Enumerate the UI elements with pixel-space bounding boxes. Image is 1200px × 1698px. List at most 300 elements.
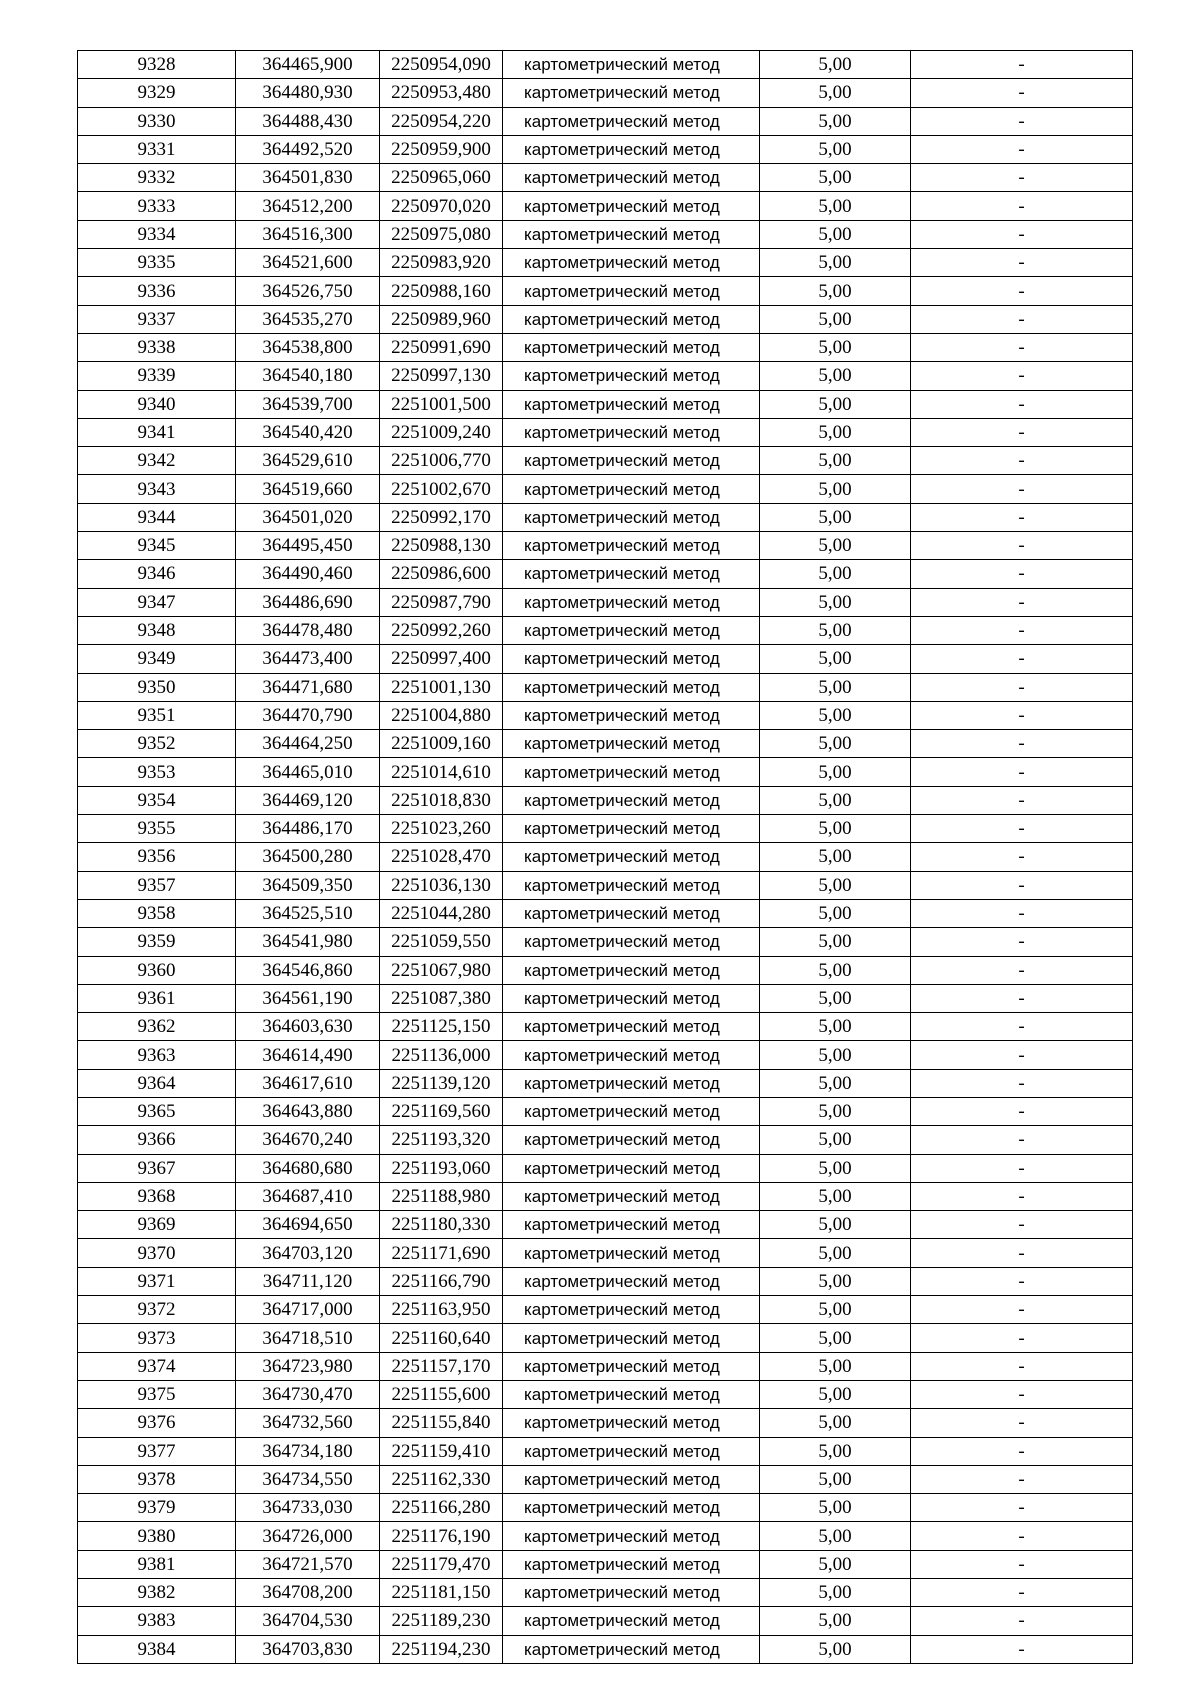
x-coordinate-cell: 364546,860 <box>236 956 380 984</box>
method-cell: картометрический метод <box>503 786 760 814</box>
description-cell: - <box>911 418 1133 446</box>
method-cell: картометрический метод <box>503 79 760 107</box>
x-coordinate-cell: 364603,630 <box>236 1013 380 1041</box>
y-coordinate-cell: 2251176,190 <box>380 1522 503 1550</box>
table-row <box>78 1380 1133 1408</box>
x-coordinate-cell: 364500,280 <box>236 843 380 871</box>
description-cell: - <box>911 616 1133 644</box>
x-coordinate-cell: 364526,750 <box>236 277 380 305</box>
x-coordinate-cell: 364519,660 <box>236 475 380 503</box>
coordinates-table-body <box>78 51 1133 1664</box>
description-cell: - <box>911 1069 1133 1097</box>
point-number-cell: 9335 <box>78 249 236 277</box>
y-coordinate-cell: 2250997,400 <box>380 645 503 673</box>
table-row <box>78 616 1133 644</box>
point-number-cell: 9370 <box>78 1239 236 1267</box>
y-coordinate-cell: 2251044,280 <box>380 899 503 927</box>
y-coordinate-cell: 2251193,320 <box>380 1126 503 1154</box>
table-row <box>78 899 1133 927</box>
description-cell: - <box>911 956 1133 984</box>
method-cell: картометрический метод <box>503 362 760 390</box>
y-coordinate-cell: 2251155,840 <box>380 1409 503 1437</box>
method-cell: картометрический метод <box>503 701 760 729</box>
x-coordinate-cell: 364465,010 <box>236 758 380 786</box>
accuracy-cell: 5,00 <box>760 1296 911 1324</box>
accuracy-cell: 5,00 <box>760 1437 911 1465</box>
point-number-cell: 9350 <box>78 673 236 701</box>
y-coordinate-cell: 2251157,170 <box>380 1352 503 1380</box>
point-number-cell: 9347 <box>78 588 236 616</box>
description-cell: - <box>911 135 1133 163</box>
y-coordinate-cell: 2251006,770 <box>380 447 503 475</box>
x-coordinate-cell: 364469,120 <box>236 786 380 814</box>
description-cell: - <box>911 1465 1133 1493</box>
method-cell: картометрический метод <box>503 899 760 927</box>
method-cell: картометрический метод <box>503 164 760 192</box>
x-coordinate-cell: 364478,480 <box>236 616 380 644</box>
y-coordinate-cell: 2250953,480 <box>380 79 503 107</box>
table-row <box>78 730 1133 758</box>
accuracy-cell: 5,00 <box>760 220 911 248</box>
x-coordinate-cell: 364540,420 <box>236 418 380 446</box>
method-cell: картометрический метод <box>503 135 760 163</box>
method-cell: картометрический метод <box>503 645 760 673</box>
table-row <box>78 956 1133 984</box>
x-coordinate-cell: 364721,570 <box>236 1550 380 1578</box>
x-coordinate-cell: 364732,560 <box>236 1409 380 1437</box>
y-coordinate-cell: 2251194,230 <box>380 1635 503 1663</box>
point-number-cell: 9377 <box>78 1437 236 1465</box>
accuracy-cell: 5,00 <box>760 701 911 729</box>
accuracy-cell: 5,00 <box>760 164 911 192</box>
table-row <box>78 1296 1133 1324</box>
y-coordinate-cell: 2251188,980 <box>380 1182 503 1210</box>
accuracy-cell: 5,00 <box>760 1465 911 1493</box>
y-coordinate-cell: 2250954,090 <box>380 51 503 79</box>
x-coordinate-cell: 364541,980 <box>236 928 380 956</box>
y-coordinate-cell: 2251036,130 <box>380 871 503 899</box>
y-coordinate-cell: 2251009,240 <box>380 418 503 446</box>
accuracy-cell: 5,00 <box>760 1607 911 1635</box>
description-cell: - <box>911 1352 1133 1380</box>
accuracy-cell: 5,00 <box>760 1267 911 1295</box>
x-coordinate-cell: 364465,900 <box>236 51 380 79</box>
table-row <box>78 673 1133 701</box>
table-row <box>78 107 1133 135</box>
table-row <box>78 447 1133 475</box>
table-row <box>78 1069 1133 1097</box>
accuracy-cell: 5,00 <box>760 1211 911 1239</box>
description-cell: - <box>911 277 1133 305</box>
description-cell: - <box>911 333 1133 361</box>
method-cell: картометрический метод <box>503 1154 760 1182</box>
table-row <box>78 79 1133 107</box>
description-cell: - <box>911 1126 1133 1154</box>
y-coordinate-cell: 2250975,080 <box>380 220 503 248</box>
y-coordinate-cell: 2250989,960 <box>380 305 503 333</box>
table-row <box>78 701 1133 729</box>
description-cell: - <box>911 107 1133 135</box>
description-cell: - <box>911 645 1133 673</box>
accuracy-cell: 5,00 <box>760 418 911 446</box>
accuracy-cell: 5,00 <box>760 1182 911 1210</box>
method-cell: картометрический метод <box>503 815 760 843</box>
y-coordinate-cell: 2250992,260 <box>380 616 503 644</box>
table-row <box>78 1239 1133 1267</box>
y-coordinate-cell: 2251162,330 <box>380 1465 503 1493</box>
table-row <box>78 815 1133 843</box>
method-cell: картометрический метод <box>503 1380 760 1408</box>
method-cell: картометрический метод <box>503 1182 760 1210</box>
point-number-cell: 9351 <box>78 701 236 729</box>
y-coordinate-cell: 2251163,950 <box>380 1296 503 1324</box>
x-coordinate-cell: 364516,300 <box>236 220 380 248</box>
description-cell: - <box>911 1380 1133 1408</box>
method-cell: картометрический метод <box>503 390 760 418</box>
table-row <box>78 1211 1133 1239</box>
x-coordinate-cell: 364486,170 <box>236 815 380 843</box>
table-row <box>78 1126 1133 1154</box>
point-number-cell: 9361 <box>78 984 236 1012</box>
description-cell: - <box>911 786 1133 814</box>
method-cell: картометрический метод <box>503 1126 760 1154</box>
accuracy-cell: 5,00 <box>760 277 911 305</box>
method-cell: картометрический метод <box>503 447 760 475</box>
point-number-cell: 9382 <box>78 1579 236 1607</box>
document-page <box>77 50 1132 1664</box>
x-coordinate-cell: 364473,400 <box>236 645 380 673</box>
description-cell: - <box>911 701 1133 729</box>
description-cell: - <box>911 1041 1133 1069</box>
point-number-cell: 9353 <box>78 758 236 786</box>
table-row <box>78 1494 1133 1522</box>
y-coordinate-cell: 2250997,130 <box>380 362 503 390</box>
x-coordinate-cell: 364687,410 <box>236 1182 380 1210</box>
description-cell: - <box>911 79 1133 107</box>
y-coordinate-cell: 2251067,980 <box>380 956 503 984</box>
table-row <box>78 1041 1133 1069</box>
description-cell: - <box>911 1409 1133 1437</box>
y-coordinate-cell: 2251166,790 <box>380 1267 503 1295</box>
table-row <box>78 645 1133 673</box>
table-row <box>78 1097 1133 1125</box>
description-cell: - <box>911 1239 1133 1267</box>
accuracy-cell: 5,00 <box>760 1239 911 1267</box>
method-cell: картометрический метод <box>503 220 760 248</box>
x-coordinate-cell: 364464,250 <box>236 730 380 758</box>
description-cell: - <box>911 1182 1133 1210</box>
method-cell: картометрический метод <box>503 673 760 701</box>
description-cell: - <box>911 730 1133 758</box>
y-coordinate-cell: 2251181,150 <box>380 1579 503 1607</box>
point-number-cell: 9352 <box>78 730 236 758</box>
accuracy-cell: 5,00 <box>760 673 911 701</box>
method-cell: картометрический метод <box>503 1550 760 1578</box>
x-coordinate-cell: 364540,180 <box>236 362 380 390</box>
table-row <box>78 277 1133 305</box>
x-coordinate-cell: 364501,020 <box>236 503 380 531</box>
accuracy-cell: 5,00 <box>760 135 911 163</box>
y-coordinate-cell: 2250954,220 <box>380 107 503 135</box>
accuracy-cell: 5,00 <box>760 815 911 843</box>
accuracy-cell: 5,00 <box>760 956 911 984</box>
table-row <box>78 1324 1133 1352</box>
accuracy-cell: 5,00 <box>760 390 911 418</box>
point-number-cell: 9332 <box>78 164 236 192</box>
point-number-cell: 9330 <box>78 107 236 135</box>
y-coordinate-cell: 2250970,020 <box>380 192 503 220</box>
accuracy-cell: 5,00 <box>760 1380 911 1408</box>
x-coordinate-cell: 364733,030 <box>236 1494 380 1522</box>
accuracy-cell: 5,00 <box>760 503 911 531</box>
method-cell: картометрический метод <box>503 107 760 135</box>
point-number-cell: 9356 <box>78 843 236 871</box>
description-cell: - <box>911 532 1133 560</box>
description-cell: - <box>911 1437 1133 1465</box>
accuracy-cell: 5,00 <box>760 645 911 673</box>
accuracy-cell: 5,00 <box>760 107 911 135</box>
method-cell: картометрический метод <box>503 1635 760 1663</box>
method-cell: картометрический метод <box>503 1494 760 1522</box>
method-cell: картометрический метод <box>503 1324 760 1352</box>
description-cell: - <box>911 1494 1133 1522</box>
point-number-cell: 9371 <box>78 1267 236 1295</box>
table-row <box>78 560 1133 588</box>
description-cell: - <box>911 758 1133 786</box>
point-number-cell: 9336 <box>78 277 236 305</box>
point-number-cell: 9381 <box>78 1550 236 1578</box>
x-coordinate-cell: 364718,510 <box>236 1324 380 1352</box>
table-row <box>78 1550 1133 1578</box>
table-row <box>78 333 1133 361</box>
point-number-cell: 9363 <box>78 1041 236 1069</box>
method-cell: картометрический метод <box>503 418 760 446</box>
accuracy-cell: 5,00 <box>760 51 911 79</box>
point-number-cell: 9357 <box>78 871 236 899</box>
table-row <box>78 532 1133 560</box>
description-cell: - <box>911 362 1133 390</box>
description-cell: - <box>911 503 1133 531</box>
y-coordinate-cell: 2250987,790 <box>380 588 503 616</box>
description-cell: - <box>911 51 1133 79</box>
accuracy-cell: 5,00 <box>760 1126 911 1154</box>
description-cell: - <box>911 1522 1133 1550</box>
accuracy-cell: 5,00 <box>760 249 911 277</box>
accuracy-cell: 5,00 <box>760 560 911 588</box>
accuracy-cell: 5,00 <box>760 79 911 107</box>
point-number-cell: 9355 <box>78 815 236 843</box>
y-coordinate-cell: 2251009,160 <box>380 730 503 758</box>
description-cell: - <box>911 1579 1133 1607</box>
x-coordinate-cell: 364529,610 <box>236 447 380 475</box>
y-coordinate-cell: 2251166,280 <box>380 1494 503 1522</box>
y-coordinate-cell: 2250992,170 <box>380 503 503 531</box>
accuracy-cell: 5,00 <box>760 843 911 871</box>
table-row <box>78 503 1133 531</box>
accuracy-cell: 5,00 <box>760 1097 911 1125</box>
point-number-cell: 9380 <box>78 1522 236 1550</box>
table-row <box>78 758 1133 786</box>
point-number-cell: 9383 <box>78 1607 236 1635</box>
accuracy-cell: 5,00 <box>760 1013 911 1041</box>
accuracy-cell: 5,00 <box>760 475 911 503</box>
accuracy-cell: 5,00 <box>760 758 911 786</box>
description-cell: - <box>911 815 1133 843</box>
x-coordinate-cell: 364643,880 <box>236 1097 380 1125</box>
accuracy-cell: 5,00 <box>760 1154 911 1182</box>
table-row <box>78 1465 1133 1493</box>
point-number-cell: 9367 <box>78 1154 236 1182</box>
description-cell: - <box>911 475 1133 503</box>
y-coordinate-cell: 2250965,060 <box>380 164 503 192</box>
description-cell: - <box>911 220 1133 248</box>
point-number-cell: 9349 <box>78 645 236 673</box>
point-number-cell: 9343 <box>78 475 236 503</box>
accuracy-cell: 5,00 <box>760 1409 911 1437</box>
table-row <box>78 135 1133 163</box>
y-coordinate-cell: 2251087,380 <box>380 984 503 1012</box>
table-row <box>78 192 1133 220</box>
table-row <box>78 51 1133 79</box>
table-row <box>78 249 1133 277</box>
accuracy-cell: 5,00 <box>760 786 911 814</box>
table-row <box>78 984 1133 1012</box>
table-row <box>78 1267 1133 1295</box>
description-cell: - <box>911 899 1133 927</box>
x-coordinate-cell: 364717,000 <box>236 1296 380 1324</box>
x-coordinate-cell: 364486,690 <box>236 588 380 616</box>
point-number-cell: 9373 <box>78 1324 236 1352</box>
x-coordinate-cell: 364708,200 <box>236 1579 380 1607</box>
y-coordinate-cell: 2250983,920 <box>380 249 503 277</box>
y-coordinate-cell: 2251028,470 <box>380 843 503 871</box>
method-cell: картометрический метод <box>503 956 760 984</box>
method-cell: картометрический метод <box>503 1267 760 1295</box>
accuracy-cell: 5,00 <box>760 588 911 616</box>
table-row <box>78 1437 1133 1465</box>
x-coordinate-cell: 364617,610 <box>236 1069 380 1097</box>
table-row <box>78 1522 1133 1550</box>
table-row <box>78 871 1133 899</box>
description-cell: - <box>911 843 1133 871</box>
y-coordinate-cell: 2250988,130 <box>380 532 503 560</box>
method-cell: картометрический метод <box>503 192 760 220</box>
point-number-cell: 9364 <box>78 1069 236 1097</box>
method-cell: картометрический метод <box>503 1579 760 1607</box>
accuracy-cell: 5,00 <box>760 333 911 361</box>
point-number-cell: 9329 <box>78 79 236 107</box>
y-coordinate-cell: 2251139,120 <box>380 1069 503 1097</box>
description-cell: - <box>911 305 1133 333</box>
description-cell: - <box>911 1097 1133 1125</box>
y-coordinate-cell: 2251136,000 <box>380 1041 503 1069</box>
point-number-cell: 9339 <box>78 362 236 390</box>
x-coordinate-cell: 364471,680 <box>236 673 380 701</box>
x-coordinate-cell: 364704,530 <box>236 1607 380 1635</box>
description-cell: - <box>911 1550 1133 1578</box>
point-number-cell: 9344 <box>78 503 236 531</box>
y-coordinate-cell: 2251018,830 <box>380 786 503 814</box>
accuracy-cell: 5,00 <box>760 1324 911 1352</box>
point-number-cell: 9365 <box>78 1097 236 1125</box>
x-coordinate-cell: 364734,180 <box>236 1437 380 1465</box>
y-coordinate-cell: 2250988,160 <box>380 277 503 305</box>
x-coordinate-cell: 364512,200 <box>236 192 380 220</box>
table-row <box>78 843 1133 871</box>
table-row <box>78 1182 1133 1210</box>
method-cell: картометрический метод <box>503 1239 760 1267</box>
x-coordinate-cell: 364492,520 <box>236 135 380 163</box>
method-cell: картометрический метод <box>503 305 760 333</box>
accuracy-cell: 5,00 <box>760 362 911 390</box>
y-coordinate-cell: 2251171,690 <box>380 1239 503 1267</box>
description-cell: - <box>911 984 1133 1012</box>
method-cell: картометрический метод <box>503 1296 760 1324</box>
table-row <box>78 1635 1133 1663</box>
x-coordinate-cell: 364539,700 <box>236 390 380 418</box>
description-cell: - <box>911 192 1133 220</box>
y-coordinate-cell: 2251014,610 <box>380 758 503 786</box>
accuracy-cell: 5,00 <box>760 730 911 758</box>
accuracy-cell: 5,00 <box>760 447 911 475</box>
table-row <box>78 475 1133 503</box>
x-coordinate-cell: 364495,450 <box>236 532 380 560</box>
x-coordinate-cell: 364723,980 <box>236 1352 380 1380</box>
description-cell: - <box>911 1296 1133 1324</box>
y-coordinate-cell: 2251159,410 <box>380 1437 503 1465</box>
accuracy-cell: 5,00 <box>760 1494 911 1522</box>
description-cell: - <box>911 164 1133 192</box>
y-coordinate-cell: 2251169,560 <box>380 1097 503 1125</box>
table-row <box>78 220 1133 248</box>
point-number-cell: 9384 <box>78 1635 236 1663</box>
point-number-cell: 9358 <box>78 899 236 927</box>
accuracy-cell: 5,00 <box>760 616 911 644</box>
point-number-cell: 9342 <box>78 447 236 475</box>
x-coordinate-cell: 364711,120 <box>236 1267 380 1295</box>
method-cell: картометрический метод <box>503 843 760 871</box>
description-cell: - <box>911 1607 1133 1635</box>
x-coordinate-cell: 364488,430 <box>236 107 380 135</box>
table-row <box>78 362 1133 390</box>
method-cell: картометрический метод <box>503 1097 760 1125</box>
point-number-cell: 9354 <box>78 786 236 814</box>
method-cell: картометрический метод <box>503 730 760 758</box>
y-coordinate-cell: 2251180,330 <box>380 1211 503 1239</box>
x-coordinate-cell: 364730,470 <box>236 1380 380 1408</box>
method-cell: картометрический метод <box>503 871 760 899</box>
method-cell: картометрический метод <box>503 1437 760 1465</box>
description-cell: - <box>911 588 1133 616</box>
y-coordinate-cell: 2250986,600 <box>380 560 503 588</box>
method-cell: картометрический метод <box>503 928 760 956</box>
y-coordinate-cell: 2251160,640 <box>380 1324 503 1352</box>
method-cell: картометрический метод <box>503 532 760 560</box>
x-coordinate-cell: 364525,510 <box>236 899 380 927</box>
point-number-cell: 9341 <box>78 418 236 446</box>
table-row <box>78 588 1133 616</box>
table-row <box>78 1409 1133 1437</box>
x-coordinate-cell: 364703,120 <box>236 1239 380 1267</box>
table-row <box>78 1607 1133 1635</box>
description-cell: - <box>911 1267 1133 1295</box>
method-cell: картометрический метод <box>503 1013 760 1041</box>
method-cell: картометрический метод <box>503 249 760 277</box>
point-number-cell: 9369 <box>78 1211 236 1239</box>
table-row <box>78 1013 1133 1041</box>
method-cell: картометрический метод <box>503 51 760 79</box>
point-number-cell: 9378 <box>78 1465 236 1493</box>
